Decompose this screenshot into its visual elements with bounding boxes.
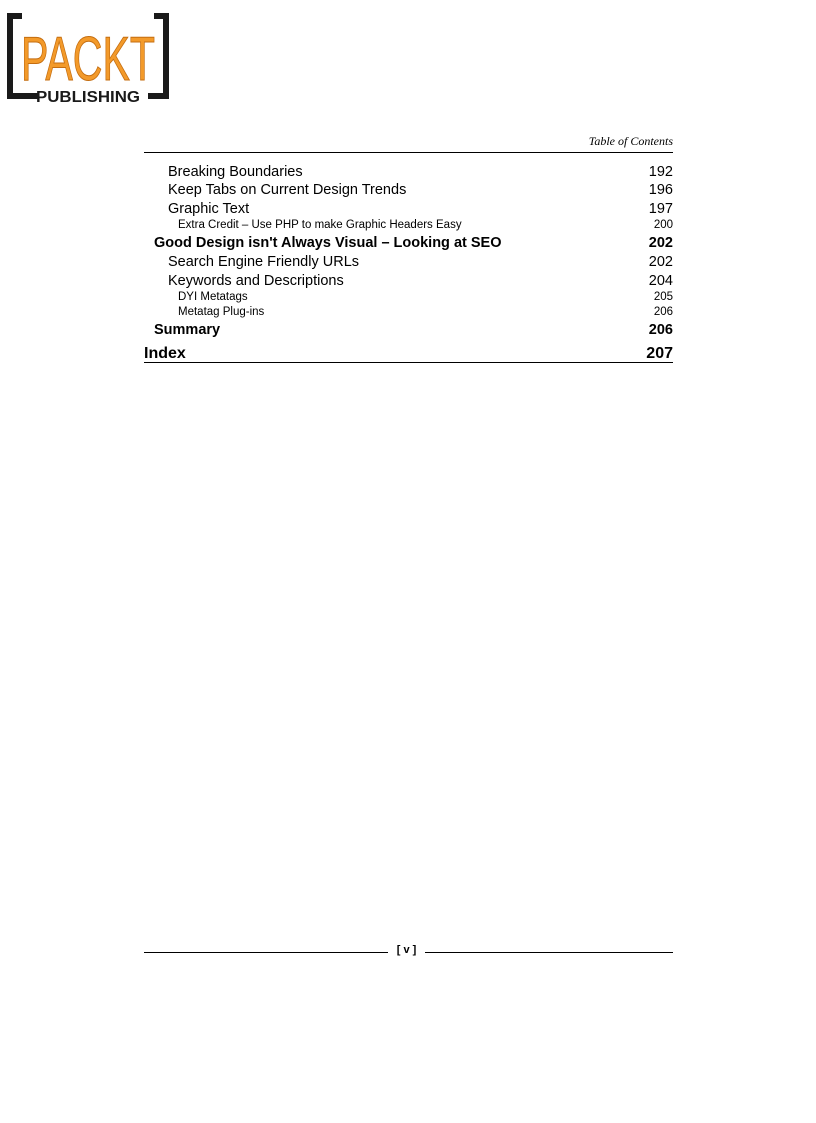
- toc-section-title: Summary: [154, 322, 221, 338]
- chapter-underline: [144, 362, 673, 363]
- toc-chapter-title: Index: [144, 345, 186, 362]
- toc-section-page: 206: [648, 322, 673, 338]
- toc-entry-title: Extra Credit – Use PHP to make Graphic Headers Easy: [178, 219, 462, 231]
- toc-entry-page: 205: [653, 291, 673, 303]
- page-footer: [144, 944, 673, 960]
- toc-entry-title: Keywords and Descriptions: [168, 273, 344, 289]
- toc-entry-page: 204: [648, 273, 673, 289]
- toc-entry-page: 202: [648, 254, 673, 270]
- toc-entry[interactable]: [144, 254, 673, 272]
- logo-wordmark: PACKT: [21, 25, 155, 94]
- toc-entry[interactable]: [144, 182, 673, 200]
- toc-section[interactable]: [144, 322, 673, 340]
- toc-entry-page: 197: [648, 201, 673, 217]
- toc-entry-title: Breaking Boundaries: [168, 164, 303, 180]
- toc-entry-title: Search Engine Friendly URLs: [168, 254, 360, 270]
- toc-entry[interactable]: [144, 201, 673, 219]
- toc-section-page: 202: [648, 235, 673, 251]
- toc-entry-title: Metatag Plug-ins: [178, 306, 265, 318]
- footer-rule-left: [144, 952, 388, 953]
- toc-entry-title: DYI Metatags: [178, 291, 248, 303]
- toc-entry-page: 196: [648, 182, 673, 198]
- running-head-title: Table of Contents: [588, 134, 673, 148]
- toc-entry[interactable]: [144, 164, 673, 182]
- toc-section[interactable]: [144, 235, 673, 253]
- toc-entry-page: 192: [648, 164, 673, 180]
- toc-section-title: Good Design isn't Always Visual – Looking at SEO: [154, 235, 502, 251]
- publisher-logo: [8, 14, 170, 106]
- page-number: [ v ]: [396, 944, 417, 956]
- toc-entry[interactable]: [144, 273, 673, 291]
- toc-entry-page: 200: [653, 219, 673, 231]
- logo-subtitle: PUBLISHING: [36, 89, 140, 106]
- toc-entry-page: 206: [653, 306, 673, 318]
- toc-entry-title: Graphic Text: [168, 201, 250, 217]
- running-head: [144, 133, 673, 153]
- toc-entry-title: Keep Tabs on Current Design Trends: [168, 182, 407, 198]
- footer-rule-right: [425, 952, 673, 953]
- toc-chapter[interactable]: [144, 345, 673, 363]
- toc-chapter-page: 207: [646, 345, 673, 362]
